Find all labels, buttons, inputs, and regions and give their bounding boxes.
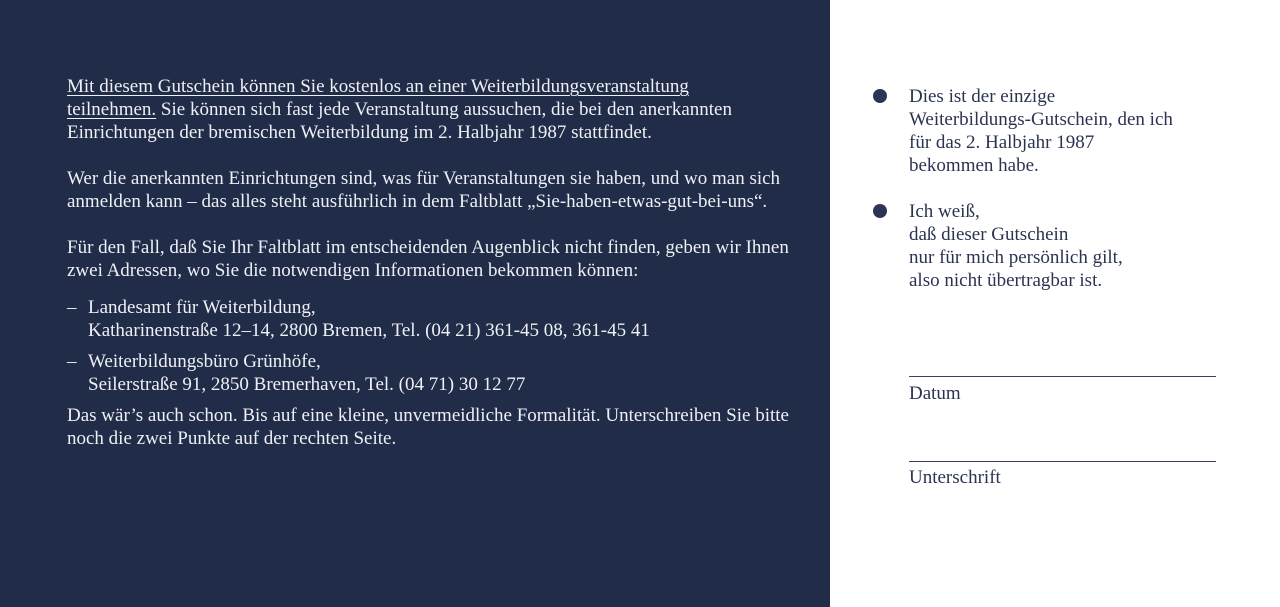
addresses-intro-paragraph: Für den Fall, daß Sie Ihr Faltblatt im entscheidenden Augenblick nicht finden, geben wir Ihnen zwei Adressen, wo Sie die notwendigen Informationen bekommen können: (67, 237, 789, 281)
declaration-line: also nicht übertragbar ist. (909, 270, 1103, 291)
dash-marker: – (67, 351, 77, 372)
declaration-line: Weiterbildungs-Gutschein, den ich (909, 109, 1173, 130)
signature-field-line[interactable] (909, 461, 1216, 462)
declaration-item (873, 85, 1173, 177)
date-label: Datum (909, 383, 961, 404)
address-item (67, 350, 800, 396)
intro-underlined-1: Mit diesem Gutschein können Sie kostenlos an einer Weiterbildungsveranstaltung (67, 76, 689, 97)
signature-label: Unterschrift (909, 467, 1001, 488)
declaration-line: daß dieser Gutschein (909, 224, 1069, 245)
signature-panel (830, 0, 1280, 607)
address-name: Landesamt für Weiterbildung, (88, 297, 316, 318)
institutions-paragraph: Wer die anerkannten Einrichtungen sind, was für Veranstaltungen sie haben, und wo man sich anmelden kann – das alles steht ausführlich in dem Faltblatt „Sie-haben-etwas-gut-bei-uns“. (67, 168, 781, 212)
closing-paragraph: Das wär’s auch schon. Bis auf eine kleine, unvermeidliche Formalität. Unterschreiben Sie bitte noch die zwei Punkte auf der rechten Seite. (67, 405, 789, 449)
declaration-item (873, 200, 1123, 292)
intro-paragraph (67, 75, 802, 144)
bullet-dot-icon (873, 204, 887, 218)
dash-marker: – (67, 297, 77, 318)
declaration-line: für das 2. Halbjahr 1987 (909, 132, 1095, 153)
address-details: Katharinenstraße 12–14, 2800 Bremen, Tel. (04 21) 361-45 08, 361-45 41 (88, 320, 650, 341)
address-item (67, 296, 800, 342)
declaration-line: Dies ist der einzige (909, 86, 1056, 107)
declaration-line: Ich weiß, (909, 201, 980, 222)
declaration-line: bekommen habe. (909, 155, 1039, 176)
address-name: Weiterbildungsbüro Grünhöfe, (88, 351, 321, 372)
intro-rest: Sie können sich fast jede Veranstaltung aussuchen, die bei den anerkannten Einrichtungen der bremischen Weiterbildung im 2. Halbjahr 1987 stattfindet. (67, 99, 732, 143)
address-details: Seilerstraße 91, 2850 Bremerhaven, Tel. (04 71) 30 12 77 (88, 374, 526, 395)
intro-underlined-2: teilnehmen. (67, 99, 157, 120)
date-field-line[interactable] (909, 376, 1216, 377)
bullet-dot-icon (873, 89, 887, 103)
declaration-line: nur für mich persönlich gilt, (909, 247, 1123, 268)
